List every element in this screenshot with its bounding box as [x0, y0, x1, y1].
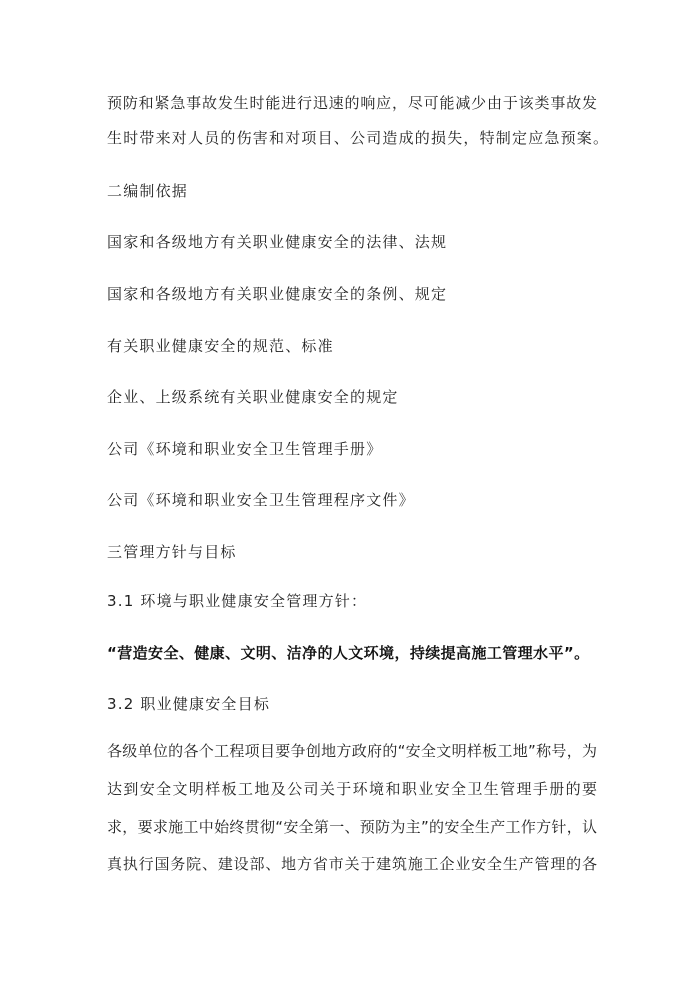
subsection-3-2-heading: 3.2 职业健康安全目标 — [107, 695, 271, 713]
basis-item-2: 国家和各级地方有关职业健康安全的条例、规定 — [107, 285, 448, 303]
section-heading-policy-goals: 三管理方针与目标 — [107, 543, 237, 561]
policy-statement: “营造安全、健康、文明、洁净的人文环境，持续提高施工管理水平”。 — [107, 644, 590, 662]
goal-line-3: 求，要求施工中始终贯彻“安全第一、预防为主”的安全生产工作方针，认 — [107, 818, 597, 836]
goal-line-4: 真执行国务院、建设部、地方省市关于建筑施工企业安全生产管理的各 — [107, 855, 597, 873]
basis-item-4: 企业、上级系统有关职业健康安全的规定 — [107, 388, 399, 406]
basis-item-1: 国家和各级地方有关职业健康安全的法律、法规 — [107, 233, 448, 251]
paragraph-line-1: 预防和紧急事故发生时能进行迅速的响应，尽可能减少由于该类事故发 — [107, 94, 597, 112]
goal-line-1: 各级单位的各个工程项目要争创地方政府的“安全文明样板工地”称号，为 — [107, 742, 597, 760]
basis-item-6: 公司《环境和职业安全卫生管理程序文件》 — [107, 491, 415, 509]
subsection-3-1-heading: 3.1 环境与职业健康安全管理方针： — [107, 592, 368, 610]
paragraph-line-2: 生时带来对人员的伤害和对项目、公司造成的损失，特制定应急预案。 — [107, 129, 610, 147]
goal-line-2: 达到安全文明样板工地及公司关于环境和职业安全卫生管理手册的要 — [107, 780, 597, 798]
section-heading-basis: 二编制依据 — [107, 182, 189, 200]
basis-item-5: 公司《环境和职业安全卫生管理手册》 — [107, 440, 383, 458]
basis-item-3: 有关职业健康安全的规范、标准 — [107, 337, 334, 355]
